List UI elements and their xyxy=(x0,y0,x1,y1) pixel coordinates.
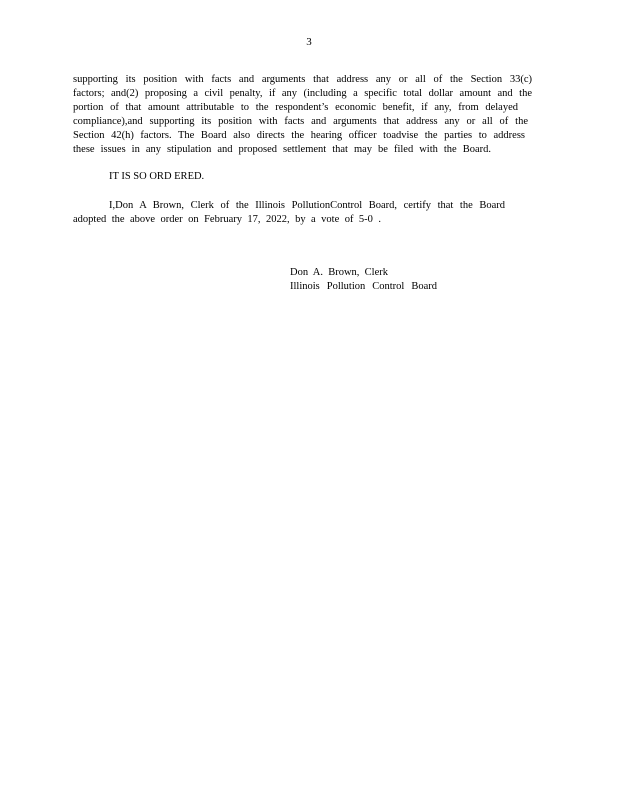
page-number: 3 xyxy=(306,36,312,48)
certification-line: I,Don A Brown, Clerk of the Illinois PollutionControl Board, certify that the Board xyxy=(109,200,505,211)
signature-organization: Illinois Pollution Control Board xyxy=(290,281,437,292)
certification-line: adopted the above order on February 17, 2022, by a vote of 5-0 . xyxy=(73,214,381,225)
paragraph-line: portion of that amount attributable to the respondent’s economic benefit, if any, from delayed xyxy=(73,102,518,113)
paragraph-line: compliance),and supporting its position with facts and arguments that address any or all of the xyxy=(73,116,528,127)
paragraph-line: factors; and(2) proposing a civil penalty, if any (including a specific total dollar amount and the xyxy=(73,88,532,99)
signature-name: Don A. Brown, Clerk xyxy=(290,267,388,278)
order-statement: IT IS SO ORD ERED. xyxy=(109,171,205,182)
paragraph-line: Section 42(h) factors. The Board also directs the hearing officer toadvise the parties to address xyxy=(73,130,525,141)
paragraph-line: these issues in any stipulation and proposed settlement that may be filed with the Board. xyxy=(73,144,491,155)
paragraph-line: supporting its position with facts and arguments that address any or all of the Section 33(c) xyxy=(73,74,532,85)
